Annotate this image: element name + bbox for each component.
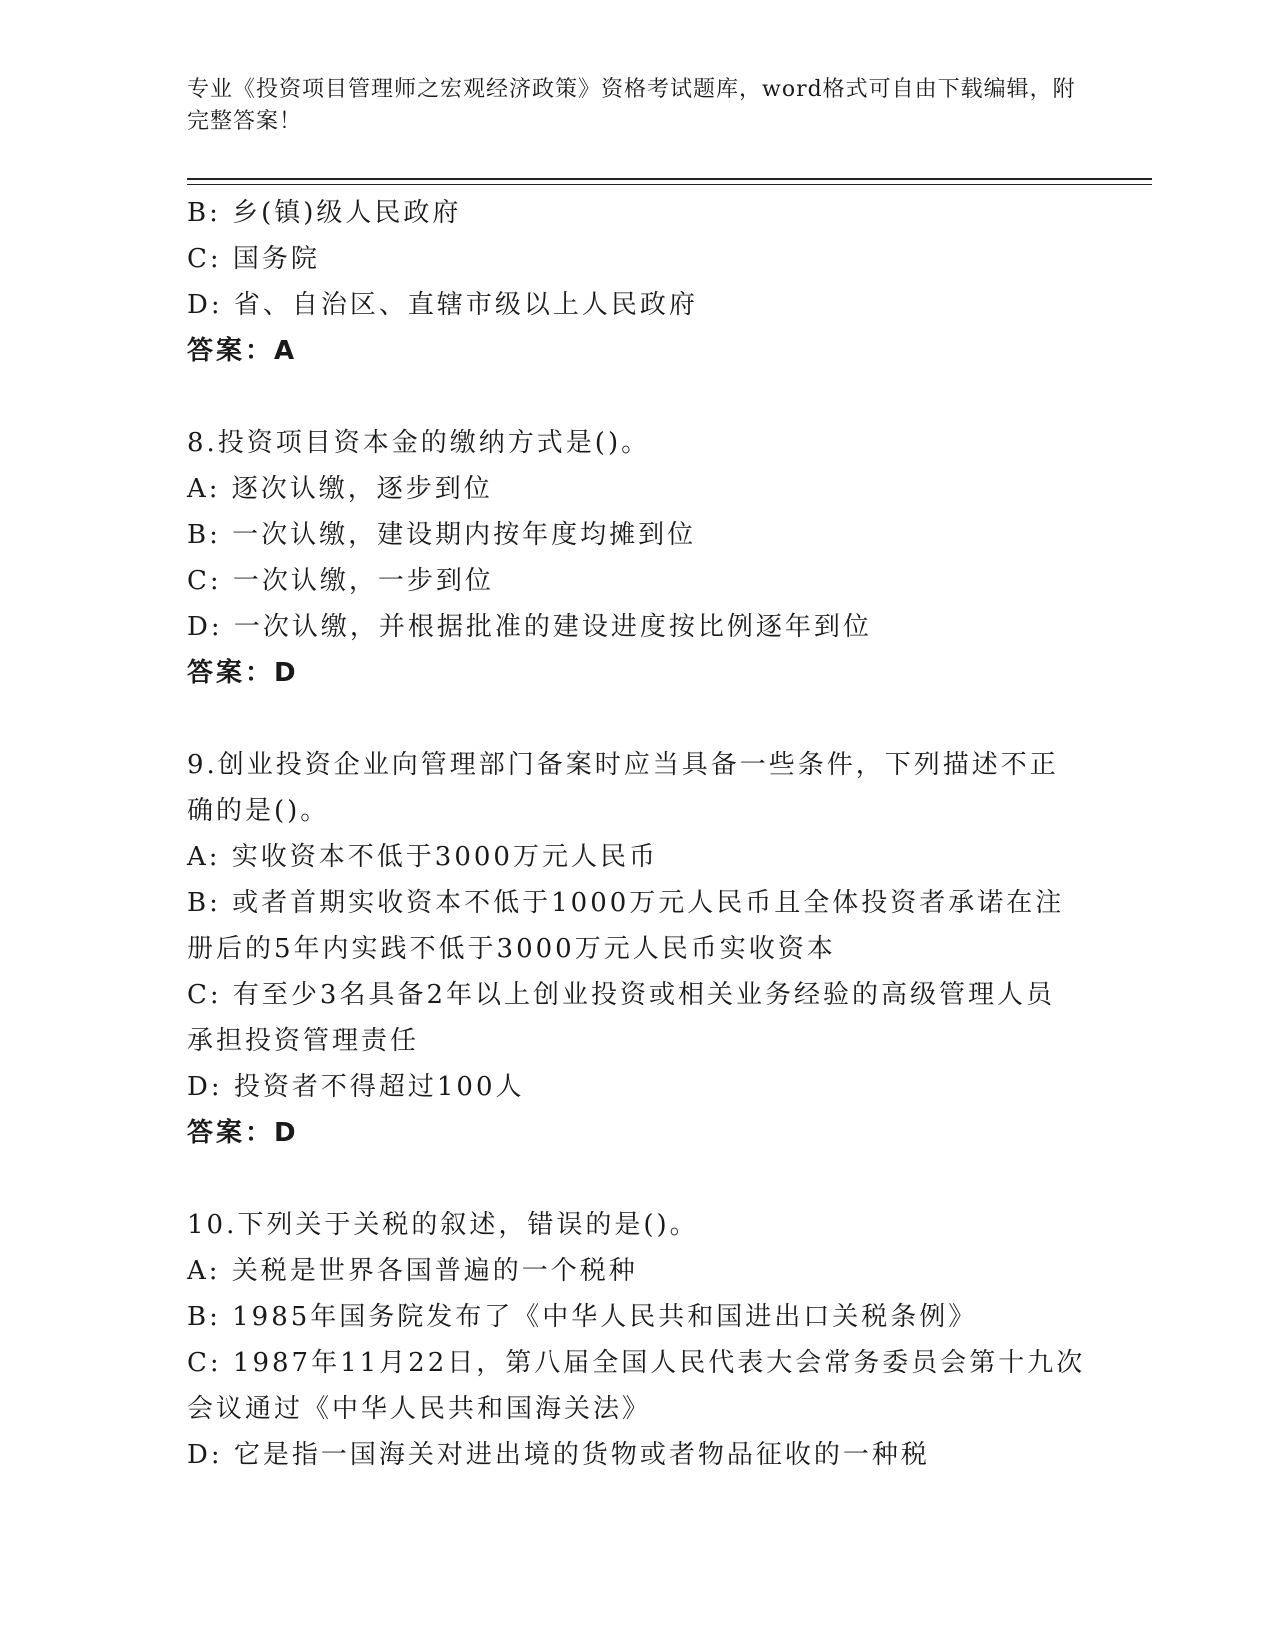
page-header — [187, 74, 1087, 138]
option-c: C: 国务院 — [187, 244, 320, 274]
answer: 答案：D — [187, 1118, 299, 1148]
option-c: C: 有至少3名具备2年以上创业投资或相关业务经验的高级管理人员 — [187, 980, 1056, 1010]
option-b: B: 一次认缴，建设期内按年度均摊到位 — [187, 520, 697, 550]
option-b-continued: 册后的5年内实践不低于3000万元人民币实收资本 — [187, 934, 836, 964]
carryover-question — [187, 190, 1087, 374]
option-a: A: 实收资本不低于3000万元人民币 — [187, 842, 658, 872]
option-a: A: 逐次认缴，逐步到位 — [187, 474, 493, 504]
option-c: C: 1987年11月22日，第八届全国人民代表大会常务委员会第十九次 — [187, 1348, 1086, 1378]
question-stem-line: 9.创业投资企业向管理部门备案时应当具备一些条件，下列描述不正 — [187, 750, 1059, 780]
header-divider-thick — [187, 178, 1152, 180]
option-b: B: 乡(镇)级人民政府 — [187, 198, 462, 228]
option-d: D: 它是指一国海关对进出境的货物或者物品征收的一种税 — [187, 1440, 930, 1470]
question-stem: 8.投资项目资本金的缴纳方式是()。 — [187, 428, 651, 458]
header-title: 专业《投资项目管理师之宏观经济政策》资格考试题库，word格式可自由下载编辑，附完整答案！ — [187, 77, 1076, 134]
answer: 答案：D — [187, 658, 299, 688]
option-a: A: 关税是世界各国普遍的一个税种 — [187, 1256, 638, 1286]
question-9 — [187, 742, 1087, 1156]
option-b: B: 或者首期实收资本不低于1000万元人民币且全体投资者承诺在注 — [187, 888, 1065, 918]
question-stem: 10.下列关于关税的叙述，错误的是()。 — [187, 1210, 699, 1240]
spacer — [187, 696, 1087, 742]
option-d: D: 省、自治区、直辖市级以上人民政府 — [187, 290, 698, 320]
option-c-continued: 会议通过《中华人民共和国海关法》 — [187, 1394, 652, 1424]
option-c-continued: 承担投资管理责任 — [187, 1026, 420, 1056]
spacer — [187, 374, 1087, 420]
question-list — [187, 190, 1087, 1478]
option-d: D: 一次认缴，并根据批准的建设进度按比例逐年到位 — [187, 612, 872, 642]
question-stem-line: 确的是()。 — [187, 796, 330, 826]
spacer — [187, 1156, 1087, 1202]
answer: 答案：A — [187, 336, 298, 366]
question-8 — [187, 420, 1087, 696]
option-d: D: 投资者不得超过100人 — [187, 1072, 525, 1102]
header-divider-thin — [187, 184, 1152, 185]
option-c: C: 一次认缴，一步到位 — [187, 566, 494, 596]
option-b: B: 1985年国务院发布了《中华人民共和国进出口关税条例》 — [187, 1302, 978, 1332]
question-10 — [187, 1202, 1087, 1478]
